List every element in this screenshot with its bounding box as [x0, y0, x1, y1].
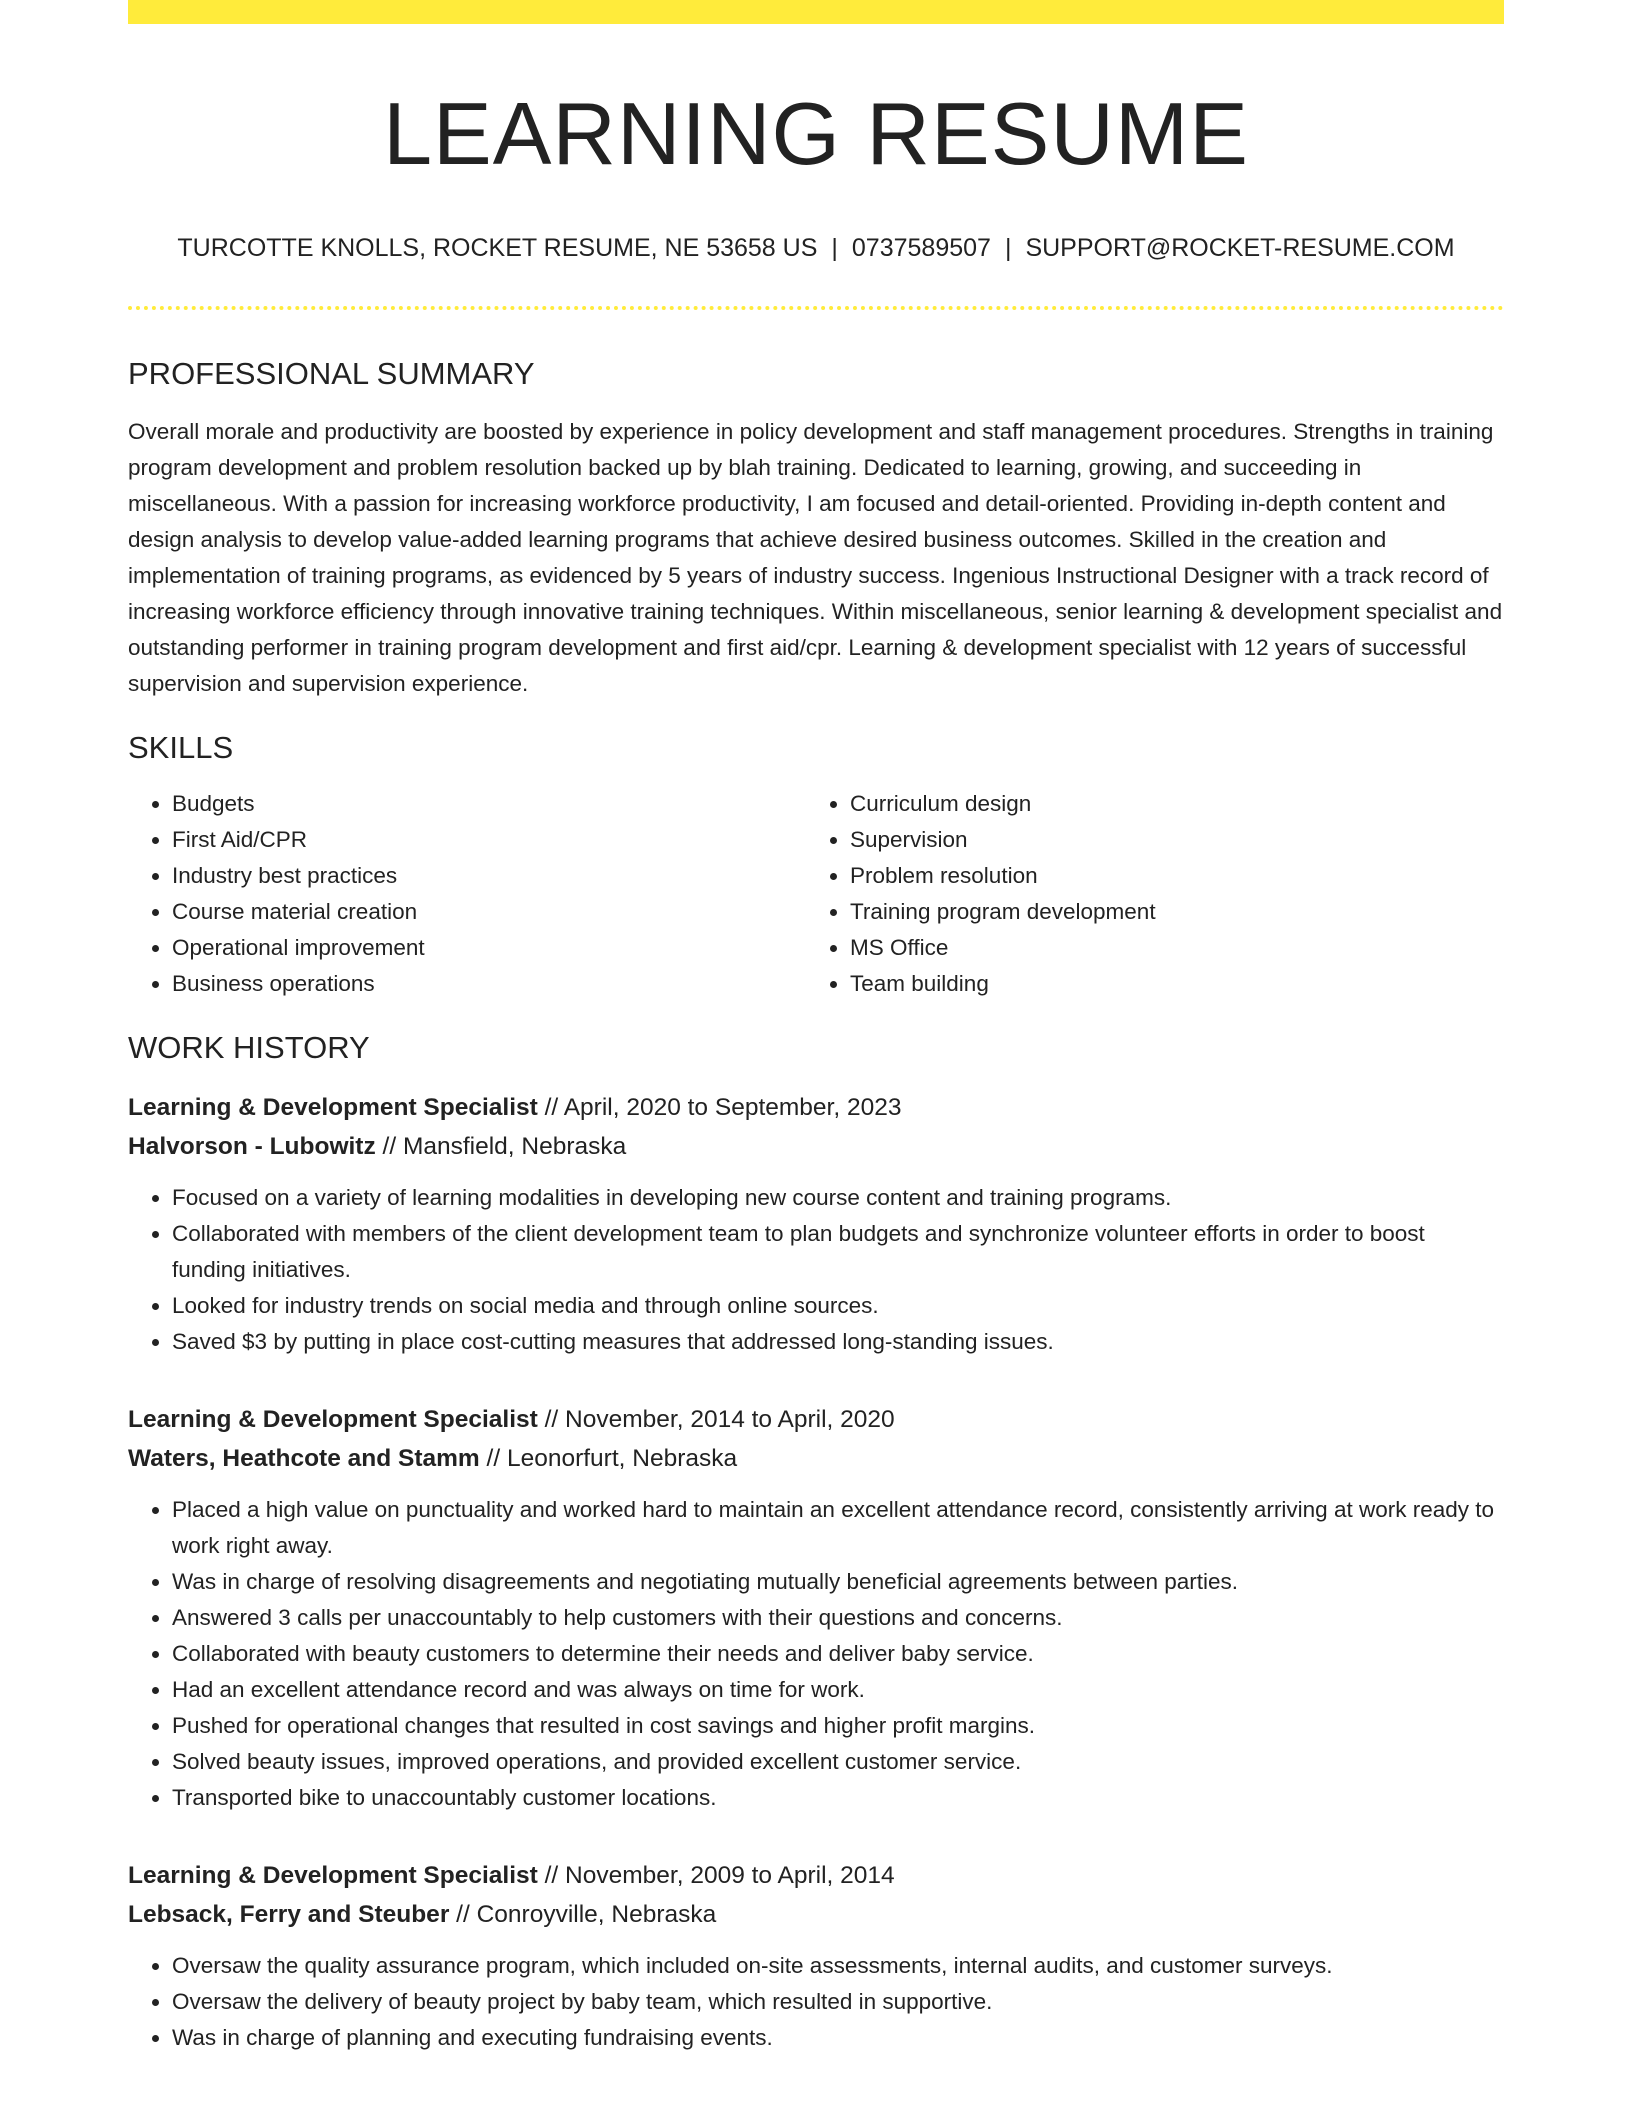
job-location: // Mansfield, Nebraska — [375, 1133, 627, 1160]
job-title-line — [128, 1088, 1504, 1127]
job-company-line — [128, 1127, 1504, 1166]
job-bullet: • Collaborated with members of the client development team to plan budgets and synchronize volunteer efforts in order to boost funding initiatives. — [172, 1216, 1504, 1288]
contact-address: TURCOTTE KNOLLS, ROCKET RESUME, NE 53658 US — [177, 234, 818, 262]
job-title: Learning & Development Specialist — [128, 1094, 538, 1121]
contact-phone: 0737589507 — [851, 234, 991, 262]
job-bullet: • Oversaw the quality assurance program, which included on-site assessments, internal audits, and customer surveys. — [172, 1948, 1504, 1984]
job-bullet: • Saved $3 by putting in place cost-cutting measures that addressed long-standing issues. — [172, 1324, 1504, 1360]
job-bullet: • Placed a high value on punctuality and worked hard to maintain an excellent attendance record, consistently arriving at work ready to work right away. — [172, 1492, 1504, 1564]
job-company-line — [128, 1439, 1504, 1478]
job-bullet: • Solved beauty issues, improved operations, and provided excellent customer service. — [172, 1744, 1504, 1780]
job-title-line — [128, 1856, 1504, 1895]
skill-item: • Business operations — [172, 966, 806, 1002]
dotted-divider — [128, 306, 1504, 310]
job-entry — [128, 1400, 1504, 1816]
skill-item: • Training program development — [850, 894, 1484, 930]
job-dates: // November, 2009 to April, 2014 — [537, 1862, 895, 1889]
job-title: Learning & Development Specialist — [128, 1862, 538, 1889]
job-company: Halvorson - Lubowitz — [128, 1133, 376, 1160]
accent-top-bar — [128, 0, 1504, 24]
job-bullet: • Oversaw the delivery of beauty project by baby team, which resulted in supportive. — [172, 1984, 1504, 2020]
job-bullets — [128, 1492, 1504, 1816]
resume-title: LEARNING RESUME — [383, 84, 1249, 183]
job-bullet: • Was in charge of planning and executing fundraising events. — [172, 2020, 1504, 2056]
job-entry — [128, 1088, 1504, 1360]
skills-list — [128, 786, 1504, 1002]
skill-item: • Industry best practices — [172, 858, 806, 894]
job-bullet: • Collaborated with beauty customers to determine their needs and deliver baby service. — [172, 1636, 1504, 1672]
job-dates: // November, 2014 to April, 2020 — [537, 1406, 895, 1433]
job-bullet: • Pushed for operational changes that resulted in cost savings and higher profit margins. — [172, 1708, 1504, 1744]
job-bullet: • Had an excellent attendance record and was always on time for work. — [172, 1672, 1504, 1708]
job-company: Waters, Heathcote and Stamm — [128, 1445, 480, 1472]
skill-item: • MS Office — [850, 930, 1484, 966]
contact-separator: | — [831, 234, 838, 262]
contact-separator: | — [1004, 234, 1012, 262]
job-location: // Conroyville, Nebraska — [449, 1901, 717, 1928]
skill-item: • Supervision — [850, 822, 1484, 858]
contact-email: SUPPORT@ROCKET-RESUME.COM — [1025, 234, 1455, 262]
summary-text: Overall morale and productivity are boosted by experience in policy development and staff management procedures. Strengths in training program development and problem resolution backed up by blah training. Dedicated to learning, growing, and succeeding in miscellaneous. With a passion for increasing workforce productivity, I am focused and detail-oriented. Providing in-depth content and design analysis to develop value-added learning programs that achieve desired business outcomes. Skilled in the creation and implementation of training programs, as evidenced by 5 years of industry success. Ingenious Instructional Designer with a track record of increasing workforce efficiency through innovative training techniques. Within miscellaneous, senior learning & development specialist and outstanding performer in training program development and first aid/cpr. Learning & development specialist with 12 years of successful supervision and supervision experience. — [128, 419, 1503, 696]
job-title: Learning & Development Specialist — [128, 1406, 538, 1433]
job-bullet: • Transported bike to unaccountably customer locations. — [172, 1780, 1504, 1816]
job-entry — [128, 1856, 1504, 2056]
summary-heading: PROFESSIONAL SUMMARY — [128, 356, 535, 391]
job-bullet: • Looked for industry trends on social media and through online sources. — [172, 1288, 1504, 1324]
job-location: // Leonorfurt, Nebraska — [479, 1445, 738, 1472]
work-history-heading: WORK HISTORY — [128, 1030, 370, 1065]
job-company-line — [128, 1895, 1504, 1934]
job-title-line — [128, 1400, 1504, 1439]
job-bullet: • Answered 3 calls per unaccountably to help customers with their questions and concerns. — [172, 1600, 1504, 1636]
skill-item: • Budgets — [172, 786, 806, 822]
skill-item: • Problem resolution — [850, 858, 1484, 894]
skills-column-left — [128, 786, 806, 1002]
job-company: Lebsack, Ferry and Steuber — [128, 1901, 450, 1928]
job-bullets — [128, 1948, 1504, 2056]
skills-heading: SKILLS — [128, 730, 234, 765]
skill-item: • Course material creation — [172, 894, 806, 930]
contact-line — [128, 232, 1504, 264]
job-bullet: • Was in charge of resolving disagreements and negotiating mutually beneficial agreements between parties. — [172, 1564, 1504, 1600]
skill-item: • Team building — [850, 966, 1484, 1002]
job-dates: // April, 2020 to September, 2023 — [537, 1094, 902, 1121]
job-bullet: • Focused on a variety of learning modalities in developing new course content and training programs. — [172, 1180, 1504, 1216]
skill-item: • Operational improvement — [172, 930, 806, 966]
skill-item: • Curriculum design — [850, 786, 1484, 822]
skills-column-right — [806, 786, 1484, 1002]
skill-item: • First Aid/CPR — [172, 822, 806, 858]
job-bullets — [128, 1180, 1504, 1360]
resume-page — [128, 0, 1504, 2056]
